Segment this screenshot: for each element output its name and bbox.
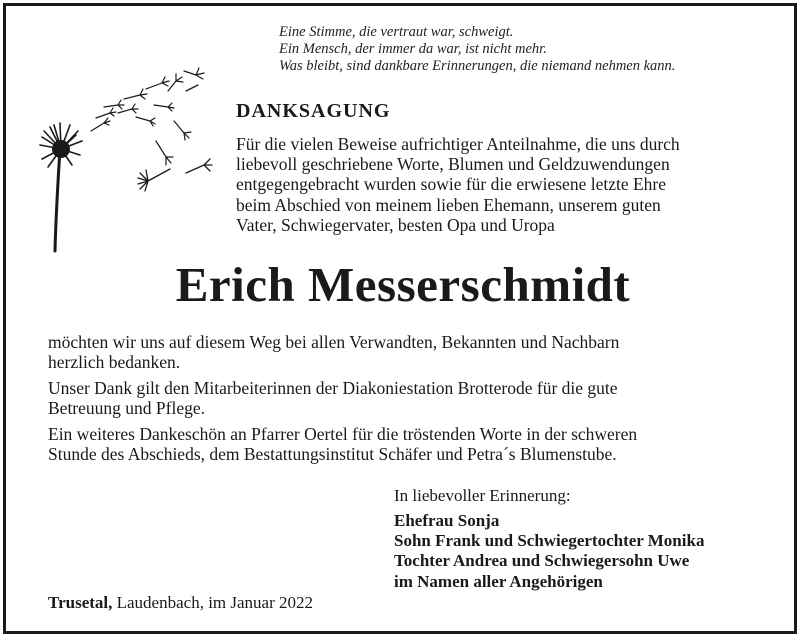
dandelion-icon [36,61,216,256]
paragraph-line: Stunde des Abschieds, dem Bestattungsinstitut Schäfer und Petra´s Blumenstube. [48,444,617,465]
poem-line: Ein Mensch, der immer da war, ist nicht mehr. [279,41,547,57]
intro-line: liebevoll geschriebene Worte, Blumen und Geldzuwendungen [236,154,670,175]
signature-line: Sohn Frank und Schwiegertochter Monika [394,531,705,551]
place-date-rest: Laudenbach, im Januar 2022 [112,593,314,612]
intro-line: Für die vielen Beweise aufrichtiger Anteilnahme, die uns durch [236,134,680,154]
heading: DANKSAGUNG [236,100,391,122]
paragraph [48,332,788,373]
paragraph-line: Betreuung und Pflege. [48,398,205,419]
poem-line: Eine Stimme, die vertraut war, schweigt. [279,24,514,40]
poem [279,24,789,75]
poem-line: Was bleibt, sind dankbare Erinnerungen, die niemand nehmen kann. [279,58,676,74]
paragraph [48,378,788,419]
deceased-name: Erich Messerschmidt [175,257,631,312]
place-name: Trusetal, [48,593,113,612]
signature-line: Ehefrau Sonja [394,511,500,530]
paragraph-line: Ein weiteres Dankeschön an Pfarrer Oertel für die tröstenden Worte in der schweren [48,423,638,444]
intro-line: Vater, Schwiegervater, besten Opa und Uropa [236,214,555,235]
place-date [48,593,313,613]
intro-text [236,134,776,235]
signature-line: Tochter Andrea und Schwiegersohn Uwe [394,551,690,571]
paragraph-line: Unser Dank gilt den Mitarbeiterinnen der Diakoniestation Brotterode für die gute [48,377,618,398]
paragraph-line: möchten wir uns auf diesem Weg bei allen Verwandten, Bekannten und Nachbarn [48,332,620,352]
signature-line: im Namen aller Angehörigen [394,571,603,591]
signatures [394,511,704,592]
paragraph-line: herzlich bedanken. [48,352,181,373]
body-text [48,332,788,469]
paragraph [48,424,788,465]
signature-intro: In liebevoller Erinnerung: [394,486,571,505]
intro-line: beim Abschied von meinem lieben Ehemann, unserem guten [236,194,661,215]
intro-line: entgegengebracht wurden sowie für die erwiesene letzte Ehre [236,174,667,195]
notice-frame [3,3,797,634]
